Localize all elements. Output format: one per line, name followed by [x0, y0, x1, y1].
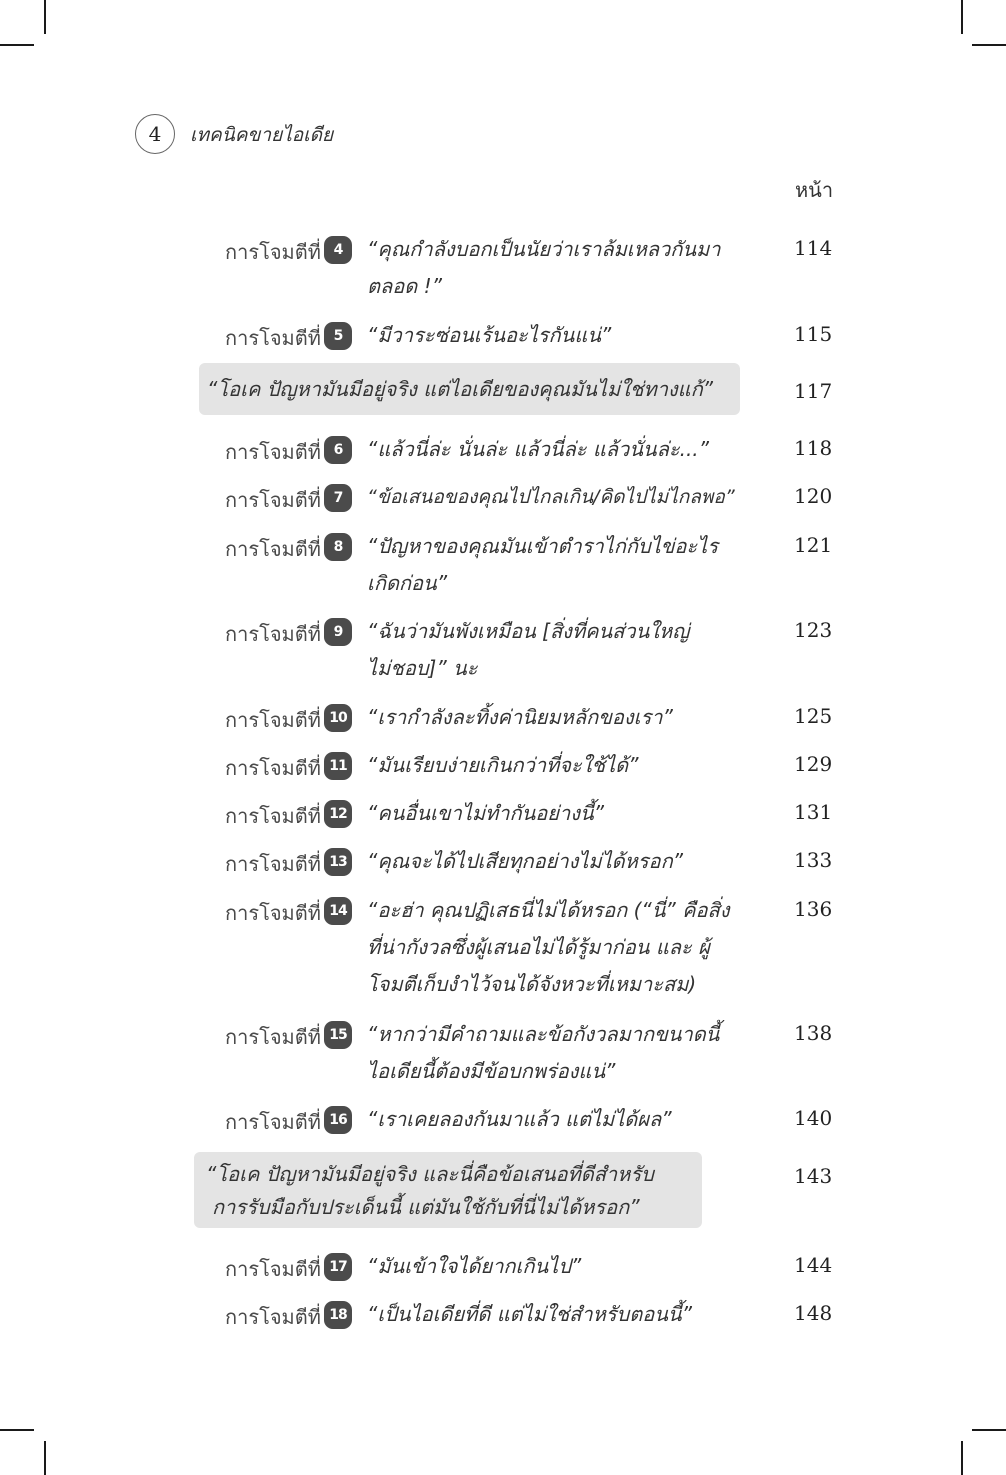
page-number: 115 — [794, 322, 833, 346]
objection-title: “มันเรียบง่ายเกินกว่าที่จะใช้ได้” — [367, 753, 639, 777]
page-number: 133 — [794, 848, 833, 872]
objection-label: การโจมตีที่ — [225, 440, 321, 464]
crop-mark — [972, 44, 1006, 46]
toc-entry — [0, 533, 1006, 603]
toc-entry — [0, 1106, 1006, 1140]
section-heading-line: “โอเค ปัญหามันมีอยู่จริง และนี่คือข้อเสนอที่ดีสำหรับ — [206, 1162, 654, 1186]
toc-entry — [0, 897, 1006, 1007]
toc-entry — [0, 752, 1006, 786]
objection-title: “เรากำลังละทิ้งค่านิยมหลักของเรา” — [367, 705, 673, 729]
page-number: 114 — [794, 236, 833, 260]
objection-label: การโจมตีที่ — [225, 804, 321, 828]
page-number: 120 — [794, 484, 833, 508]
objection-number-badge: 17 — [324, 1253, 352, 1281]
objection-label: การโจมตีที่ — [225, 756, 321, 780]
objection-number-badge: 10 — [324, 704, 352, 732]
objection-number-badge: 18 — [324, 1301, 352, 1329]
crop-mark — [961, 0, 963, 34]
objection-number-badge: 13 — [324, 848, 352, 876]
page-number: 118 — [794, 436, 833, 460]
objection-number-badge: 7 — [324, 484, 352, 512]
toc-entry — [0, 322, 1006, 356]
page-number-circle: 4 — [135, 114, 175, 154]
objection-label: การโจมตีที่ — [225, 708, 321, 732]
objection-title: “หากว่ามีคำถามและข้อกังวลมากขนาดนี้ ไอเดียนี้ต้องมีข้อบกพร่องแน่” — [367, 1022, 720, 1083]
objection-label: การโจมตีที่ — [225, 240, 321, 264]
page-number: 144 — [794, 1253, 833, 1277]
objection-label: การโจมตีที่ — [225, 852, 321, 876]
crop-mark — [44, 0, 46, 34]
toc-entry — [0, 484, 1006, 518]
objection-number-badge: 8 — [324, 533, 352, 561]
page-column-label: หน้า — [795, 178, 834, 202]
book-title: เทคนิคขายไอเดีย — [190, 124, 334, 146]
objection-number-badge: 9 — [324, 618, 352, 646]
objection-title: “ข้อเสนอของคุณไปไกลเกิน/คิดไปไม่ไกลพอ” — [367, 486, 735, 508]
page-number: 125 — [794, 704, 833, 728]
page-number: 143 — [794, 1164, 833, 1188]
objection-number-badge: 6 — [324, 436, 352, 464]
objection-label: การโจมตีที่ — [225, 488, 321, 512]
objection-label: การโจมตีที่ — [225, 1025, 321, 1049]
objection-number-badge: 15 — [324, 1021, 352, 1049]
page-number: 131 — [794, 800, 833, 824]
toc-entry — [0, 618, 1006, 688]
objection-title: “แล้วนี่ล่ะ นั่นล่ะ แล้วนี่ล่ะ แล้วนั่นล่ะ...” — [367, 437, 710, 461]
objection-label: การโจมตีที่ — [225, 1257, 321, 1281]
objection-number-badge: 14 — [324, 897, 352, 925]
page-number: 129 — [794, 752, 833, 776]
objection-label: การโจมตีที่ — [225, 1305, 321, 1329]
objection-title: “คนอื่นเขาไม่ทำกันอย่างนี้” — [367, 801, 605, 825]
objection-title: “ฉันว่ามันพังเหมือน [สิ่งที่คนส่วนใหญ่ ไม่ชอบ]” นะ — [367, 619, 690, 680]
section-heading: “โอเค ปัญหามันมีอยู่จริง แต่ไอเดียของคุณมันไม่ใช่ทางแก้” — [207, 377, 714, 401]
objection-title: “อะฮ่า คุณปฏิเสธนี่ไม่ได้หรอก (“นี่” คือสิ่ง ที่น่ากังวลซึ่งผู้เสนอไม่ได้รู้มาก่อน และ ผู้โจมตีเก็บงำไว้จนได้จังหวะที่เหมาะสม) — [367, 898, 730, 996]
crop-mark — [961, 1441, 963, 1475]
page-number: 117 — [794, 379, 833, 403]
objection-number-badge: 11 — [324, 752, 352, 780]
crop-mark — [972, 1429, 1006, 1431]
crop-mark — [44, 1441, 46, 1475]
toc-entry — [0, 1253, 1006, 1287]
page-number: 148 — [794, 1301, 833, 1325]
objection-title: “มันเข้าใจได้ยากเกินไป” — [367, 1254, 582, 1278]
page-number: 121 — [794, 533, 833, 557]
page-number: 123 — [794, 618, 833, 642]
page-number: 138 — [794, 1021, 833, 1045]
crop-mark — [0, 44, 34, 46]
toc-entry — [0, 436, 1006, 470]
crop-mark — [0, 1429, 34, 1431]
objection-label: การโจมตีที่ — [225, 622, 321, 646]
toc-entry — [0, 704, 1006, 738]
toc-entry — [0, 236, 1006, 306]
objection-label: การโจมตีที่ — [225, 901, 321, 925]
toc-entry — [0, 848, 1006, 882]
objection-number-badge: 4 — [324, 236, 352, 264]
toc-entry — [0, 1301, 1006, 1335]
objection-title: “ปัญหาของคุณมันเข้าตำราไก่กับไข่อะไร เกิดก่อน” — [367, 534, 718, 595]
toc-entry — [0, 1021, 1006, 1091]
objection-title: “มีวาระซ่อนเร้นอะไรกันแน่” — [367, 323, 612, 347]
section-heading-line: การรับมือกับประเด็นนี้ แต่มันใช้กับที่นี่ไม่ได้หรอก” — [212, 1195, 640, 1219]
objection-number-badge: 16 — [324, 1106, 352, 1134]
objection-number-badge: 5 — [324, 322, 352, 350]
objection-title: “เป็นไอเดียที่ดี แต่ไม่ใช่สำหรับตอนนี้” — [367, 1302, 692, 1326]
objection-number-badge: 12 — [324, 800, 352, 828]
objection-title: “เราเคยลองกันมาแล้ว แต่ไม่ได้ผล” — [367, 1107, 672, 1131]
objection-label: การโจมตีที่ — [225, 1110, 321, 1134]
page-number: 140 — [794, 1106, 833, 1130]
objection-label: การโจมตีที่ — [225, 537, 321, 561]
objection-title: “คุณจะได้ไปเสียทุกอย่างไม่ได้หรอก” — [367, 849, 684, 873]
page-number: 136 — [794, 897, 833, 921]
objection-label: การโจมตีที่ — [225, 326, 321, 350]
toc-entry — [0, 800, 1006, 834]
objection-title: “คุณกำลังบอกเป็นนัยว่าเราล้มเหลวกันมา ตลอด !” — [367, 237, 721, 298]
